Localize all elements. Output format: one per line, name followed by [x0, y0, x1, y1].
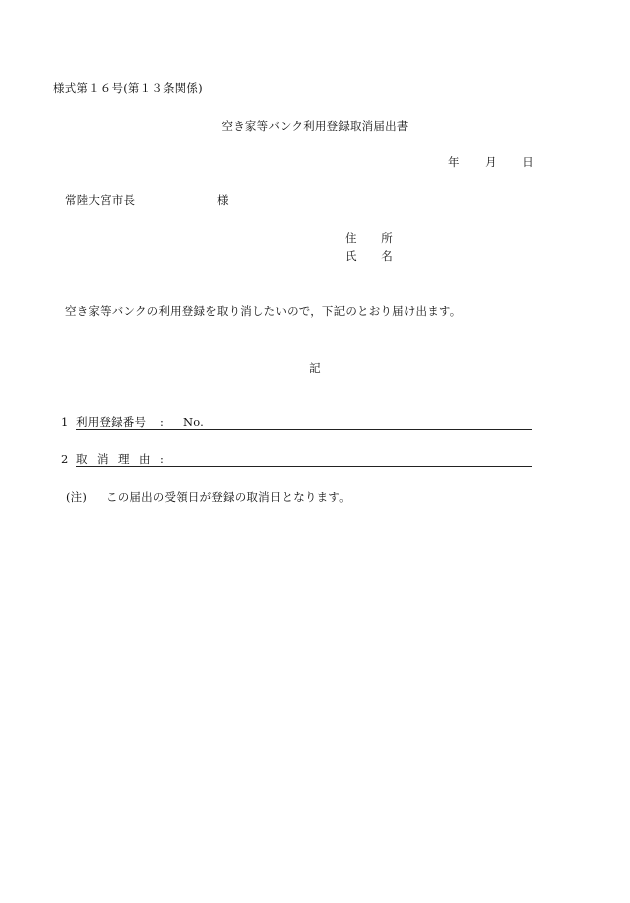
item-label: 取消理由 [76, 452, 160, 466]
form-number: 様式第１６号(第１３条関係) [53, 81, 203, 95]
body-text: 空き家等バンクの利用登録を取り消したいので，下記のとおり届け出ます。 [65, 304, 462, 318]
address-char-2: 所 [381, 231, 393, 245]
name-char-2: 名 [381, 249, 393, 263]
name-char-1: 氏 [345, 249, 357, 263]
year-label: 年 [448, 155, 460, 169]
registration-number-field[interactable]: No. [183, 415, 205, 429]
item-number: 2 [61, 452, 69, 466]
note-prefix: (注) [66, 490, 88, 504]
item-registration-number [61, 415, 532, 431]
item-label: 利用登録番号 [76, 415, 147, 429]
item-cancel-reason [61, 452, 532, 468]
honorific: 様 [217, 193, 229, 207]
applicant-address-label [345, 231, 393, 245]
date-line [448, 155, 534, 169]
address-char-1: 住 [345, 231, 357, 245]
ki-heading: 記 [309, 361, 321, 375]
item-colon: : [160, 452, 165, 466]
note-text: この届出の受領日が登録の取消日となります。 [106, 490, 351, 504]
day-label: 日 [522, 155, 534, 169]
underline-rule [76, 466, 532, 467]
applicant-name-label [345, 249, 393, 263]
document-title: 空き家等バンク利用登録取消届出書 [221, 119, 409, 133]
addressee: 常陸大宮市長 [65, 193, 136, 207]
item-colon: : [160, 415, 165, 429]
month-label: 月 [485, 155, 497, 169]
underline-rule [76, 429, 532, 430]
item-number: 1 [61, 415, 69, 429]
